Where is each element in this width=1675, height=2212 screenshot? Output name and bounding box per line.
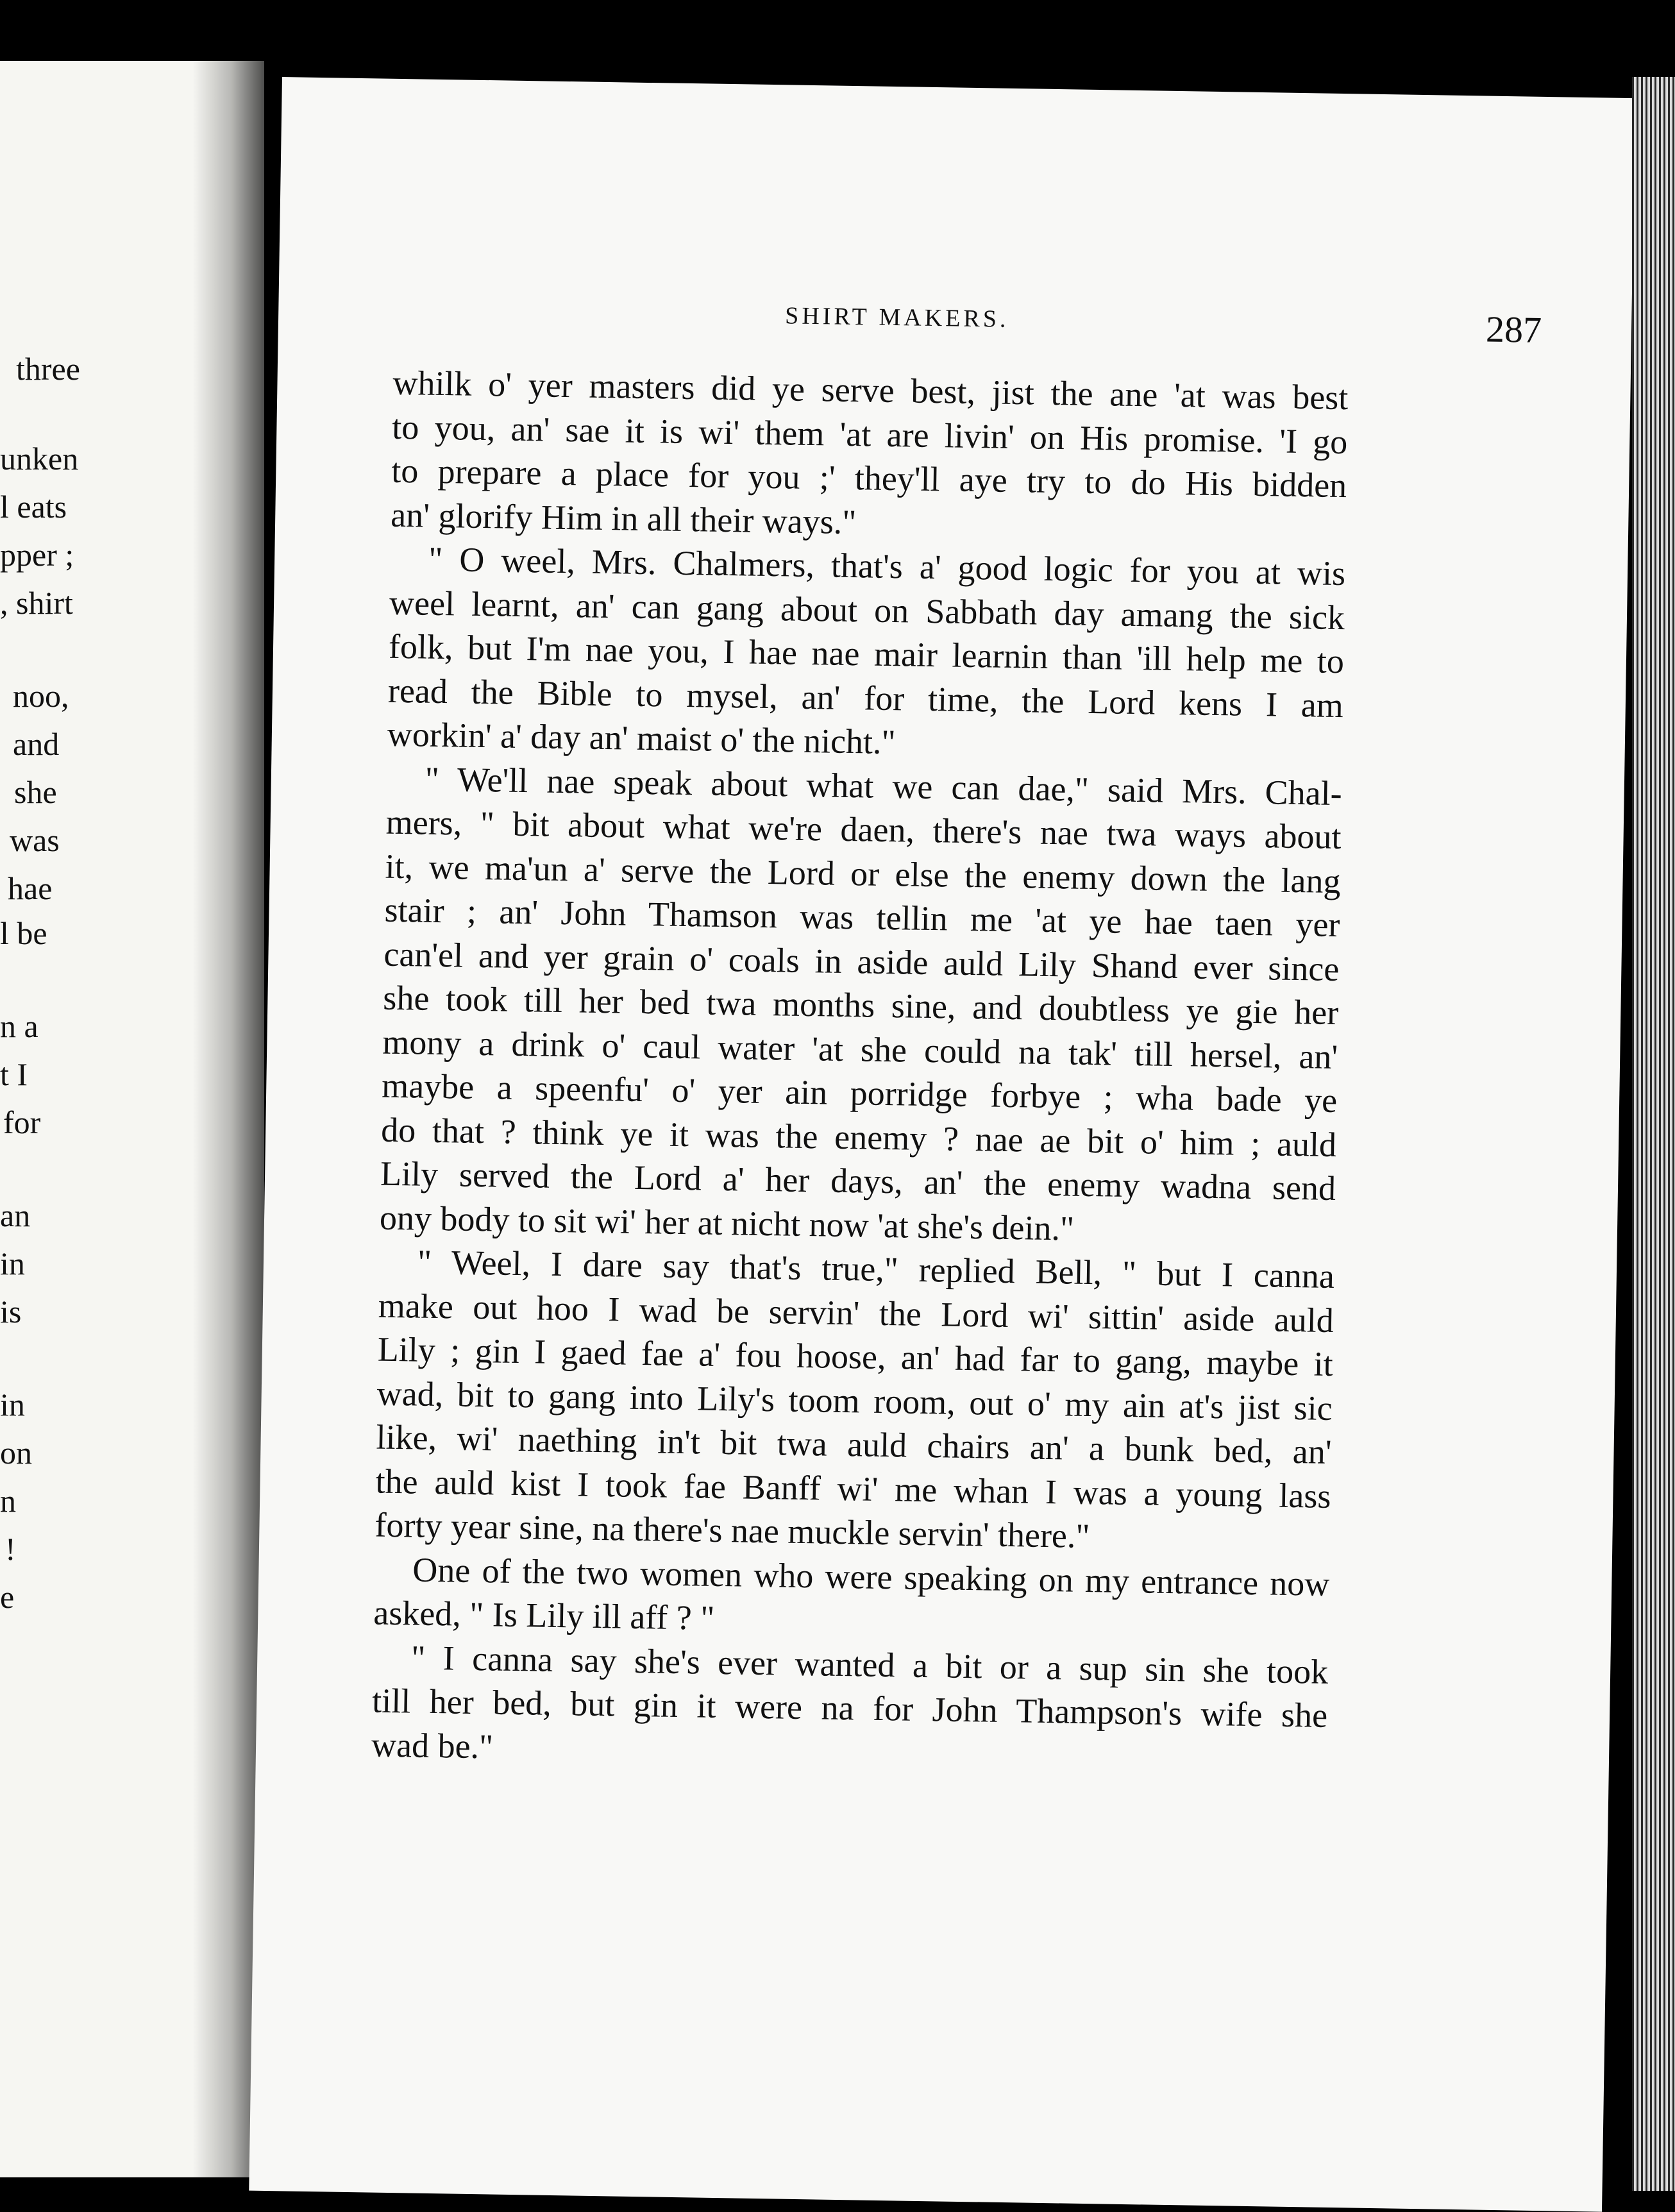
left-page-fragment: she	[14, 774, 57, 810]
text-line: it, we ma'un a' serve the Lord or else the enemy down the lang	[385, 847, 1341, 900]
text-line: ony body to sit wi' her at nicht now 'at she's dein."	[379, 1198, 1075, 1248]
text-line: read the Bible to mysel, an' for time, the Lord kens I am	[387, 671, 1344, 725]
text-line: do that ? think ye it was the enemy ? nae ae bit o' him ; auld	[380, 1110, 1337, 1164]
left-page-fragment: hae	[8, 870, 53, 906]
right-page	[249, 77, 1635, 2212]
text-line: to prepare a place for you ;' they'll aye try to do His bidden	[391, 451, 1347, 505]
body-text	[371, 361, 1349, 1782]
left-page-fragment: was	[10, 822, 60, 858]
left-page-fragment: e	[0, 1579, 15, 1615]
left-page-fragment: l be	[0, 915, 47, 951]
text-line: " We'll nae speak about what we can dae," said Mrs. Chal-	[425, 759, 1343, 813]
text-line: " O weel, Mrs. Chalmers, that's a' good logic for you at wis	[428, 539, 1346, 593]
left-page-fragment: on	[0, 1435, 32, 1471]
left-page-fragment: n	[0, 1483, 16, 1519]
left-page-fragment: n a	[0, 1008, 38, 1044]
left-page-fragment: an	[0, 1197, 31, 1233]
running-title: SHIRT MAKERS.	[784, 302, 1009, 333]
text-line: stair ; an' John Thamson was tellin me 'at ye hae taen yer	[384, 890, 1340, 945]
text-line: till her bed, but gin it were na for John Thampson's wife she	[371, 1681, 1328, 1735]
text-line: she took till her bed twa months sine, and doubtless ye gie her	[382, 978, 1339, 1033]
text-line: Lily ; gin I gaed fae a' fou hoose, an' had far to gang, maybe it	[377, 1330, 1334, 1383]
text-line: wad, bit to gang into Lily's toom room, out o' my ain at's jist sic	[376, 1374, 1333, 1428]
left-page-fragment: and	[13, 726, 60, 762]
text-line: maybe a speenfu' o' yer ain porridge forbye ; wha bade ye	[381, 1066, 1338, 1120]
left-page-fragment: !	[5, 1531, 16, 1567]
left-page-fragment: three	[16, 351, 80, 387]
left-page-fragment: , shirt	[0, 585, 73, 621]
text-line: " I canna say she's ever wanted a bit or a sup sin she took	[410, 1637, 1329, 1691]
left-page-fragment: noo,	[13, 678, 69, 714]
left-page-fragment: in	[0, 1245, 25, 1281]
text-line: folk, but I'm nae you, I hae nae mair learnin than 'ill help me to	[388, 627, 1345, 681]
text-line: workin' a' day an' maist o' the nicht."	[387, 714, 896, 762]
left-page-fragment: is	[0, 1294, 22, 1330]
text-line: make out hoo I wad be servin' the Lord wi' sittin' aside auld	[378, 1286, 1334, 1340]
text-line: asked, " Is Lily ill aff ? "	[373, 1593, 715, 1637]
text-line: Lily served the Lord a' her days, an' the enemy wadna send	[380, 1154, 1336, 1208]
text-line: mers, " bit about what we're daen, there's nae twa ways about	[385, 802, 1342, 857]
text-line: weel learnt, an' can gang about on Sabbath day amang the sick	[389, 583, 1345, 637]
left-page-fragment: for	[3, 1104, 41, 1140]
page-stack-edge	[1632, 77, 1675, 2191]
text-line: like, wi' naething in't bit twa auld chairs an' a bunk bed, an'	[376, 1417, 1332, 1471]
text-line: One of the two women who were speaking on my entrance now	[412, 1549, 1330, 1603]
text-line: can'el and yer grain o' coals in aside auld Lily Shand ever since	[383, 934, 1340, 988]
text-line: " Weel, I dare say that's true," replied Bell, " but I canna	[417, 1242, 1335, 1296]
left-page-fragment: in	[0, 1387, 25, 1423]
text-line: mony a drink o' caul water 'at she could na tak' till hersel, an'	[382, 1022, 1338, 1076]
text-line: whilk o' yer masters did ye serve best, jist the ane 'at was best	[392, 363, 1349, 418]
text-line: forty year sine, na there's nae muckle servin' there."	[375, 1505, 1090, 1556]
text-line: an' glorify Him in all their ways."	[390, 495, 857, 541]
left-page-fragment: pper ;	[0, 537, 74, 573]
text-line: the auld kist I took fae Banff wi' me whan I was a young lass	[375, 1462, 1331, 1515]
left-page-fragment: unken	[0, 441, 79, 477]
text-line: wad be."	[371, 1725, 494, 1766]
left-page-fragment: t I	[0, 1056, 28, 1092]
text-line: to you, an' sae it is wi' them 'at are livin' on His promise. 'I go	[391, 407, 1348, 461]
running-head	[278, 289, 1632, 361]
left-page-fragment: l eats	[0, 489, 67, 525]
page-number: 287	[1485, 308, 1542, 351]
